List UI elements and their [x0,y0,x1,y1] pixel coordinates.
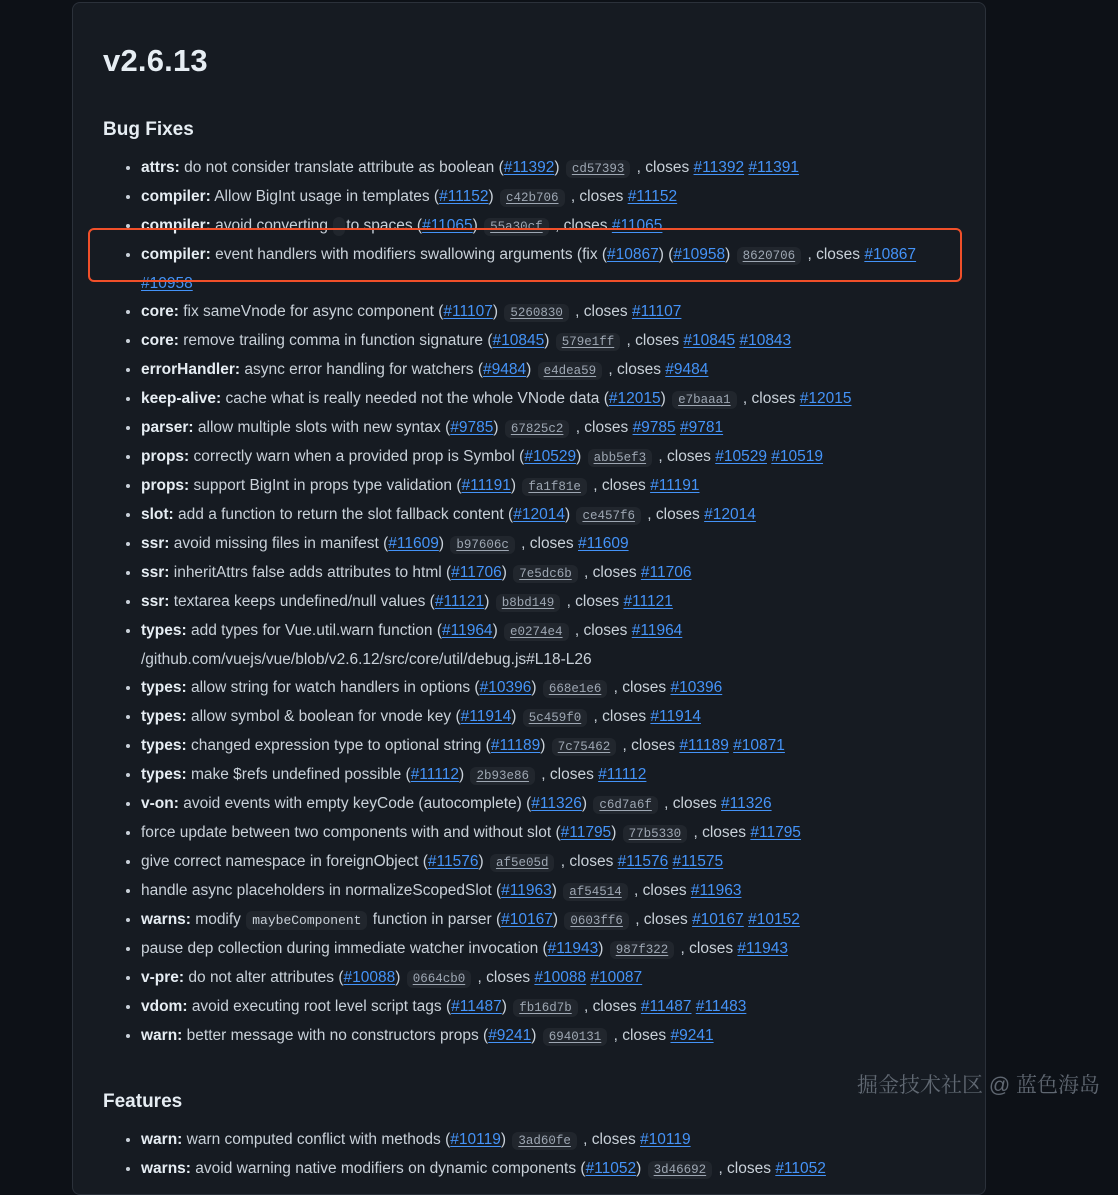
change-scope: types: [141,622,187,639]
issue-link[interactable]: #10087 [590,969,643,986]
pr-link[interactable]: #10396 [479,679,532,696]
issue-link[interactable]: #10871 [733,737,785,754]
pr-link[interactable]: #11052 [585,1160,637,1177]
commit-sha-link[interactable]: fb16d7b [513,999,578,1017]
pr-link[interactable]: #11914 [460,708,512,725]
commit-sha-link[interactable]: ce457f6 [576,507,641,525]
commit-sha-link[interactable]: 0664cb0 [407,970,472,988]
issue-link[interactable]: #9241 [670,1027,714,1044]
issue-link[interactable]: #11609 [578,535,629,552]
change-description: avoid events with empty keyCode (autocomplete) [183,795,522,812]
section-heading: Bug Fixes [103,119,194,140]
change-scope: warns: [141,911,191,928]
commit-sha-link[interactable]: 55a30cf [484,218,549,236]
change-description: remove trailing comma in function signature [183,332,484,349]
page-title: v2.6.13 [103,43,208,78]
closes-label: , closes [562,593,624,610]
change-scope: parser: [141,419,194,436]
pr-link[interactable]: #11152 [439,188,489,205]
change-description: add types for Vue.util.warn function [190,622,433,639]
change-description: changed expression type to optional string [190,737,482,754]
change-description: allow string for watch handlers in options [190,679,471,696]
issue-link[interactable]: #11052 [775,1160,826,1177]
change-description: event handlers with modifiers swallowing arguments (fix [215,246,598,263]
pr-link[interactable]: #10958 [673,246,726,263]
list-item: • types: changed expression type to optional string (#11189) 7c75462 , closes #11189 #10871 [141,732,955,761]
closes-label: , closes [566,188,628,205]
change-description: allow symbol & boolean for vnode key [190,708,452,725]
closes-label: , closes [578,1131,641,1148]
pr-link[interactable]: #11326 [531,795,582,812]
inline-code: maybeComponent [246,911,367,930]
list-item: • compiler: event handlers with modifiers swallowing arguments (fix (#10867) (#10958) 8620706 , closes #10867 #10958 [141,241,955,298]
list-item: • keep-alive: cache what is really needed not the whole VNode data (#12015) e7baaa1 , closes #12015 [141,385,955,414]
change-description-cont: to spaces [346,217,413,234]
commit-sha-link[interactable]: 7e5dc6b [513,565,578,583]
issue-link[interactable]: #11107 [632,303,682,320]
list-item: • pause dep collection during immediate watcher invocation (#11943) 987f322 , closes #11943 [141,935,955,964]
closes-label: , closes [570,303,632,320]
commit-sha-link[interactable]: 668e1e6 [543,680,608,698]
list-item: • compiler: avoid converting to spaces (#11065) 55a30cf , closes #11065 [141,212,955,241]
change-description: allow multiple slots with new syntax [197,419,441,436]
pr-link[interactable]: #11487 [451,998,502,1015]
pr-link[interactable]: #9484 [483,361,527,378]
issue-link[interactable]: #11706 [640,564,692,581]
commit-sha-link[interactable]: 77b5330 [623,825,688,843]
issue-link[interactable]: #10519 [771,448,824,465]
commit-sha-link[interactable]: 0603ff6 [564,912,629,930]
change-description: force update between two components with and without slot [141,824,552,841]
issue-link[interactable]: #10867 [864,246,917,263]
change-scope: warns: [141,1160,191,1177]
change-description: handle async placeholders in normalizeScopedSlot [141,882,492,899]
closes-label: , closes [642,506,705,523]
sections-container [103,119,955,1184]
change-scope: core: [141,303,179,320]
pr-link[interactable]: #11191 [461,477,511,494]
closes-label: , closes [516,535,578,552]
closes-label: , closes [803,246,865,263]
change-scope: keep-alive: [141,390,222,407]
closes-label: , closes [629,882,691,899]
reference-url: /github.com/vuejs/vue/blob/v2.6.12/src/core/util/debug.js#L18-L26 [141,651,592,668]
change-scope: props: [141,477,190,494]
issue-link[interactable]: #11795 [750,824,801,841]
change-scope: v-pre: [141,969,185,986]
change-scope: slot: [141,506,174,523]
change-description: correctly warn when a provided prop is Symbol [193,448,515,465]
issue-link[interactable]: #11575 [672,853,724,870]
commit-sha-link[interactable]: e7baaa1 [672,391,737,409]
change-scope: types: [141,708,187,725]
pr-link[interactable]: #10119 [450,1131,501,1148]
commit-sha-link[interactable]: e0274e4 [504,623,569,641]
change-scope: props: [141,448,190,465]
closes-label: , closes [556,853,618,870]
issue-link[interactable]: #11963 [690,882,742,899]
change-description: better message with no constructors props [186,1027,479,1044]
issue-link[interactable]: #11914 [650,708,701,725]
change-scope: ssr: [141,593,170,610]
change-description-cont: function in parser [372,911,492,928]
list-item: • v-pre: do not alter attributes (#10088) 0664cb0 , closes #10088 #10087 [141,964,955,993]
commit-sha-link[interactable]: b97606c [450,536,515,554]
issue-link[interactable]: #10152 [748,911,800,928]
commit-sha-link[interactable]: 2b93e86 [470,767,535,785]
closes-label: , closes [579,564,641,581]
change-list [103,154,955,1051]
change-description: warn computed conflict with methods [186,1131,441,1148]
change-description: avoid warning native modifiers on dynamic components [195,1160,577,1177]
issue-link[interactable]: #10843 [739,332,792,349]
change-scope: types: [141,766,187,783]
closes-label: , closes [609,679,671,696]
list-item: • ssr: avoid missing files in manifest (#11609) b97606c , closes #11609 [141,530,955,559]
list-item: • v-on: avoid events with empty keyCode (autocomplete) (#11326) c6d7a6f , closes #11326 [141,790,955,819]
change-description: pause dep collection during immediate watcher invocation [141,940,539,957]
issue-link[interactable]: #10845 [683,332,736,349]
list-item: • props: support BigInt in props type validation (#11191) fa1f81e , closes #11191 [141,472,955,501]
inline-code [333,217,345,236]
pr-link[interactable]: #11795 [560,824,612,841]
pr-link[interactable]: #9241 [488,1027,532,1044]
pr-link[interactable]: #11392 [503,159,555,176]
pr-link[interactable]: #11112 [410,766,459,783]
pr-link[interactable]: #11964 [441,622,493,639]
issue-link[interactable]: #12014 [704,506,756,523]
change-description: inheritAttrs false adds attributes to html [173,564,442,581]
change-scope: compiler: [141,246,211,263]
closes-label: , closes [571,419,633,436]
change-scope: core: [141,332,179,349]
issue-link[interactable]: #11391 [748,159,799,176]
list-item: • give correct namespace in foreignObject (#11576) af5e05d , closes #11576 #11575 [141,848,955,877]
change-description: add a function to return the slot fallback content [178,506,504,523]
issue-link[interactable]: #11487 [640,998,692,1015]
issue-link[interactable]: #9781 [679,419,724,436]
issue-link[interactable]: #11121 [623,593,673,610]
pr-link[interactable]: #11576 [427,853,479,870]
commit-sha-link[interactable]: c6d7a6f [593,796,658,814]
list-item: • ssr: textarea keeps undefined/null values (#11121) b8bd149 , closes #11121 [141,588,955,617]
commit-sha-link[interactable]: 3d46692 [648,1161,713,1179]
list-item: • warn: better message with no constructors props (#9241) 6940131 , closes #9241 [141,1022,955,1051]
issue-link[interactable]: #11326 [721,795,772,812]
list-item: • warn: warn computed conflict with methods (#10119) 3ad60fe , closes #10119 [141,1126,955,1155]
change-description: give correct namespace in foreignObject [141,853,419,870]
closes-label: , closes [654,448,716,465]
closes-label: , closes [609,1027,671,1044]
issue-link[interactable]: #11189 [679,737,729,754]
issue-link[interactable]: #11943 [737,940,788,957]
list-item: • warns: modify maybeComponent function in parser (#10167) 0603ff6 , closes #10167 #10152 [141,906,955,935]
pr-link[interactable]: #10088 [343,969,396,986]
change-scope: compiler: [141,217,211,234]
closes-label: , closes [676,940,738,957]
change-scope: compiler: [141,188,211,205]
change-scope: warn: [141,1131,183,1148]
change-scope: ssr: [141,564,170,581]
closes-label: , closes [570,622,632,639]
issue-link[interactable]: #10167 [692,911,744,928]
issue-link[interactable]: #11483 [695,998,747,1015]
change-list [103,1126,955,1184]
pr-link[interactable]: #11065 [422,217,473,234]
change-scope: errorHandler: [141,361,241,378]
commit-sha-link[interactable]: e4dea59 [538,362,603,380]
change-description: do not consider translate attribute as boolean [184,159,495,176]
watermark-text: 掘金技术社区 @ 蓝色海岛 [857,1074,1100,1097]
change-description: make $refs undefined possible [190,766,402,783]
issue-link[interactable]: #10119 [640,1131,691,1148]
closes-label: , closes [630,911,693,928]
commit-sha-link[interactable]: 6940131 [543,1028,608,1046]
change-scope: ssr: [141,535,170,552]
pr-link[interactable]: #10529 [524,448,577,465]
commit-sha-link[interactable]: 3ad60fe [512,1132,577,1150]
list-item: • warns: avoid warning native modifiers on dynamic components (#11052) 3d46692 , closes #11052 [141,1155,955,1184]
list-item: • types: add types for Vue.util.warn function (#11964) e0274e4 , closes #11964 /github.com/vuejs/vue/blob/v2.6.12/src/core/util/debug.js#L18-L26 [141,617,955,674]
pr-link[interactable]: #10845 [492,332,545,349]
list-item: • attrs: do not consider translate attribute as boolean (#11392) cd57393 , closes #11392 #11391 [141,154,955,183]
pr-link[interactable]: #11107 [443,303,493,320]
closes-label: , closes [473,969,535,986]
list-item: • props: correctly warn when a provided prop is Symbol (#10529) abb5ef3 , closes #10529 #10519 [141,443,955,472]
list-item: • force update between two components with and without slot (#11795) 77b5330 , closes #11795 [141,819,955,848]
issue-link[interactable]: #10958 [141,275,193,292]
closes-label: , closes [622,332,684,349]
list-item: • slot: add a function to return the slot fallback content (#12014) ce457f6 , closes #12014 [141,501,955,530]
change-scope: warn: [141,1027,183,1044]
closes-label: , closes [550,217,612,234]
issue-link[interactable]: #9484 [665,361,709,378]
commit-sha-link[interactable]: af54514 [563,883,628,901]
closes-label: , closes [536,766,599,783]
issue-link[interactable]: #11112 [598,766,647,783]
release-notes-card [72,2,986,1195]
pr-link[interactable]: #11189 [490,737,541,754]
list-item: • handle async placeholders in normalizeScopedSlot (#11963) af54514 , closes #11963 [141,877,955,906]
list-item: • ssr: inheritAttrs false adds attributes to html (#11706) 7e5dc6b , closes #11706 [141,559,955,588]
change-scope: types: [141,737,187,754]
issue-link[interactable]: #10088 [534,969,587,986]
closes-label: , closes [714,1160,776,1177]
commit-sha-link[interactable]: 7c75462 [552,738,617,756]
commit-sha-link[interactable]: b8bd149 [496,594,561,612]
change-description: do not alter attributes [188,969,335,986]
list-item: • types: allow string for watch handlers in options (#10396) 668e1e6 , closes #10396 [141,674,955,703]
issue-link[interactable]: #9785 [632,419,676,436]
change-scope: vdom: [141,998,188,1015]
closes-label: , closes [604,361,666,378]
issue-link[interactable]: #11065 [611,217,663,234]
list-item: • parser: allow multiple slots with new syntax (#9785) 67825c2 , closes #9785 #9781 [141,414,955,443]
commit-sha-link[interactable]: 579e1ff [556,333,621,351]
list-item: • vdom: avoid executing root level script tags (#11487) fb16d7b , closes #11487 #11483 [141,993,955,1022]
issue-link[interactable]: #11576 [617,853,669,870]
pr-link[interactable]: #10167 [501,911,553,928]
pr-link[interactable]: #11609 [388,535,439,552]
pr-link[interactable]: #11706 [451,564,502,581]
closes-label: , closes [659,795,722,812]
closes-label: , closes [588,477,651,494]
change-description: textarea keeps undefined/null values [173,593,426,610]
change-description: fix sameVnode for async component [183,303,434,320]
closes-label: , closes [618,737,680,754]
list-item: • types: make $refs undefined possible (#11112) 2b93e86 , closes #11112 [141,761,955,790]
commit-sha-link[interactable]: 67825c2 [505,420,570,438]
commit-sha-link[interactable]: 5260830 [504,304,569,322]
pr-link[interactable]: #12014 [513,506,565,523]
pr-link[interactable]: #11963 [501,882,552,899]
issue-link[interactable]: #12015 [799,390,852,407]
change-scope: v-on: [141,795,179,812]
change-description: avoid converting [215,217,328,234]
pr-link[interactable]: #9785 [450,419,494,436]
list-item: • types: allow symbol & boolean for vnode key (#11914) 5c459f0 , closes #11914 [141,703,955,732]
change-scope: attrs: [141,159,180,176]
commit-sha-link[interactable]: fa1f81e [522,478,587,496]
commit-sha-link[interactable]: abb5ef3 [588,449,653,467]
issue-link[interactable]: #11392 [693,159,745,176]
issue-link[interactable]: #10396 [670,679,723,696]
closes-label: , closes [589,708,651,725]
change-description: avoid executing root level script tags [191,998,442,1015]
section-heading: Features [103,1091,183,1112]
issue-link[interactable]: #11964 [631,622,683,639]
issue-link[interactable]: #10529 [715,448,767,465]
change-description: support BigInt in props type validation [193,477,453,494]
commit-sha-link[interactable]: 8620706 [737,247,802,265]
commit-sha-link[interactable]: c42b706 [500,189,565,207]
change-description: modify [195,911,241,928]
change-description: Allow BigInt usage in templates [214,188,430,205]
issue-link[interactable]: #11191 [650,477,700,494]
pr-link[interactable]: #11943 [547,940,599,957]
issue-link[interactable]: #11152 [627,188,678,205]
pr-link[interactable]: #11121 [434,593,485,610]
pr-link[interactable]: #10867 [607,246,659,263]
change-description: async error handling for watchers [244,361,474,378]
closes-label: , closes [579,998,641,1015]
closes-label: , closes [689,824,751,841]
commit-sha-link[interactable]: af5e05d [490,854,555,872]
list-item: • core: fix sameVnode for async component (#11107) 5260830 , closes #11107 [141,298,955,327]
closes-label: , closes [738,390,800,407]
commit-sha-link[interactable]: 5c459f0 [523,709,588,727]
change-description: cache what is really needed not the whole VNode data [225,390,600,407]
closes-label: , closes [632,159,694,176]
list-item: • compiler: Allow BigInt usage in templates (#11152) c42b706 , closes #11152 [141,183,955,212]
commit-sha-link[interactable]: cd57393 [566,160,631,178]
pr-link[interactable]: #12015 [608,390,661,407]
change-description: avoid missing files in manifest [173,535,379,552]
list-item: • core: remove trailing comma in function signature (#10845) 579e1ff , closes #10845 #10843 [141,327,955,356]
commit-sha-link[interactable]: 987f322 [610,941,675,959]
list-item: • errorHandler: async error handling for watchers (#9484) e4dea59 , closes #9484 [141,356,955,385]
change-scope: types: [141,679,187,696]
